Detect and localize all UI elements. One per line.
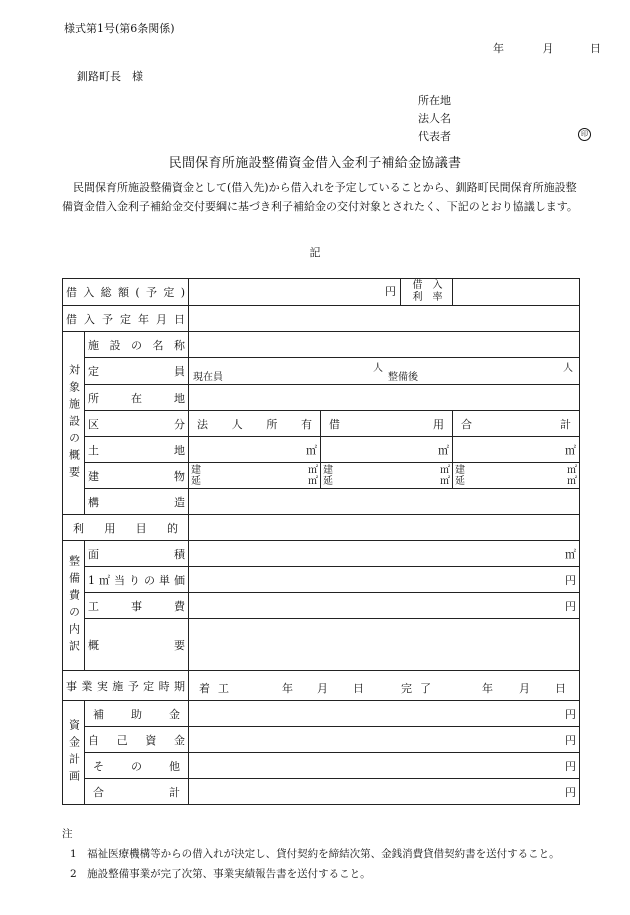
row-location — [63, 385, 580, 411]
label-ken: 建 — [191, 464, 201, 476]
start-month: 月 — [317, 681, 328, 695]
label-ken: 建 — [323, 464, 333, 476]
complete-day: 日 — [555, 681, 566, 695]
cell-location[interactable] — [189, 385, 580, 411]
cell-summary[interactable] — [189, 619, 580, 671]
row-other — [63, 753, 580, 779]
label-purpose: 利用目的 — [63, 515, 189, 541]
cell-building-borrowed[interactable] — [321, 463, 453, 489]
label-loan-rate-1: 借 入 — [412, 280, 443, 291]
body-text: 民間保育所施設整備資金として(借入先)から借入れを予定していることから、釧路町民間保育所施設整備資金借入金利子補給金交付要綱に基づき利子補給金の交付対象とされたく、下記のとおり協議します。 — [62, 181, 578, 213]
date-month: 月 — [542, 42, 554, 55]
label-loan-date: 借入予定年月日 — [63, 306, 189, 332]
cell-building-total[interactable] — [453, 463, 580, 489]
unit-yen: 円 — [565, 599, 576, 613]
unit-sqm: ㎡ — [308, 475, 318, 487]
label-location: 所在地 — [85, 385, 189, 411]
ki-heading: 記 — [309, 246, 321, 259]
label-nobe: 延 — [323, 475, 333, 487]
row-subsidy — [63, 701, 580, 727]
unit-person-current: 人 — [373, 363, 383, 374]
note-2: 2 施設整備事業が完了次第、事業実績報告書を送付すること。 — [70, 868, 371, 880]
row-summary — [63, 619, 580, 671]
unit-yen: 円 — [565, 759, 576, 773]
notes-label: 注 — [62, 828, 73, 840]
label-unit-price: 1㎡当りの単価 — [85, 567, 189, 593]
cell-capacity[interactable] — [189, 358, 580, 385]
unit-yen: 円 — [565, 707, 576, 721]
cell-other[interactable] — [189, 753, 580, 779]
unit-sqm: ㎡ — [567, 475, 577, 487]
cell-facility-name[interactable] — [189, 332, 580, 358]
row-unit-price — [63, 567, 580, 593]
label-current-staff: 現在員 — [193, 372, 223, 383]
row-capacity — [63, 358, 580, 385]
unit-sqm: ㎡ — [438, 443, 449, 457]
address-label: 所在地 — [418, 94, 451, 107]
label-category: 区分 — [85, 411, 189, 437]
date-year: 年 — [493, 42, 504, 55]
row-building — [63, 463, 580, 489]
unit-person-after: 人 — [563, 363, 573, 374]
label-complete: 完了 — [401, 681, 439, 695]
start-year: 年 — [282, 681, 293, 695]
row-category — [63, 411, 580, 437]
complete-year: 年 — [482, 681, 493, 695]
note-1: 1 福祉医療機構等からの借入れが決定し、貸付契約を締結次第、金銭消費貸借契約書を送付すること。 — [70, 848, 560, 860]
cell-land-total[interactable] — [453, 437, 580, 463]
label-structure: 構造 — [85, 489, 189, 515]
cell-land-owned[interactable] — [189, 437, 321, 463]
representative-label: 代表者 — [418, 130, 451, 143]
unit-sqm: ㎡ — [308, 464, 318, 476]
cell-sum[interactable] — [189, 779, 580, 805]
label-nobe: 延 — [455, 475, 465, 487]
unit-yen: 円 — [385, 285, 396, 298]
label-after-improvement: 整備後 — [388, 372, 418, 383]
label-schedule: 事業実施予定時期 — [63, 671, 189, 701]
cell-own-funds[interactable] — [189, 727, 580, 753]
date-day: 日 — [590, 42, 601, 55]
label-ken: 建 — [455, 464, 465, 476]
label-summary: 概要 — [85, 619, 189, 671]
group-cost-breakdown: 整備費の内訳 — [63, 541, 85, 671]
label-construction-cost: 工事費 — [85, 593, 189, 619]
row-own-funds — [63, 727, 580, 753]
label-building: 建物 — [85, 463, 189, 489]
label-start: 着工 — [199, 681, 237, 695]
row-purpose — [63, 515, 580, 541]
label-loan-rate-2: 利 率 — [412, 292, 443, 303]
form-number: 様式第1号(第6条関係) — [64, 22, 175, 35]
label-facility-name: 施設の名称 — [85, 332, 189, 358]
unit-yen: 円 — [565, 733, 576, 747]
start-day: 日 — [353, 681, 364, 695]
addressee: 釧路町長 様 — [77, 70, 143, 83]
cell-loan-rate-value[interactable] — [453, 279, 580, 306]
row-structure — [63, 489, 580, 515]
row-construction-cost — [63, 593, 580, 619]
unit-sqm: ㎡ — [440, 475, 450, 487]
application-table — [62, 278, 580, 805]
cell-area[interactable] — [189, 541, 580, 567]
unit-sqm: ㎡ — [440, 464, 450, 476]
label-loan-total: 借入総額(予定) — [63, 279, 189, 306]
label-nobe: 延 — [191, 475, 201, 487]
complete-month: 月 — [519, 681, 530, 695]
label-land: 土地 — [85, 437, 189, 463]
document-title: 民間保育所施設整備資金借入金利子補給金協議書 — [168, 156, 462, 171]
cell-unit-price[interactable] — [189, 567, 580, 593]
label-sum: 合計 — [85, 779, 189, 805]
row-area — [63, 541, 580, 567]
label-area: 面積 — [85, 541, 189, 567]
unit-yen: 円 — [565, 573, 576, 587]
group-fund-plan: 資金計画 — [63, 701, 85, 805]
date-line — [493, 40, 601, 56]
cell-land-borrowed[interactable] — [321, 437, 453, 463]
label-own-funds: 自己資金 — [85, 727, 189, 753]
cell-structure[interactable] — [189, 489, 580, 515]
cell-loan-date[interactable] — [189, 306, 580, 332]
header-total: 合計 — [453, 411, 580, 437]
header-corp-owned: 法人所有 — [189, 411, 321, 437]
header-borrowed: 借用 — [321, 411, 453, 437]
row-facility-name — [63, 332, 580, 358]
unit-yen: 円 — [565, 785, 576, 799]
seal-mark: 印 — [578, 128, 591, 141]
row-loan-total — [63, 279, 580, 306]
corp-name-label: 法人名 — [418, 112, 451, 125]
cell-building-owned[interactable] — [189, 463, 321, 489]
unit-sqm: ㎡ — [567, 464, 577, 476]
group-facility-overview: 対象施設の概要 — [63, 332, 85, 515]
cell-subsidy[interactable] — [189, 701, 580, 727]
cell-purpose[interactable] — [189, 515, 580, 541]
label-capacity: 定員 — [85, 358, 189, 385]
row-schedule — [63, 671, 580, 701]
cell-loan-amount — [189, 279, 453, 306]
unit-sqm: ㎡ — [306, 443, 317, 457]
row-loan-date — [63, 306, 580, 332]
unit-sqm: ㎡ — [565, 443, 576, 457]
label-other: その他 — [85, 753, 189, 779]
cell-schedule[interactable] — [189, 671, 580, 701]
unit-sqm: ㎡ — [565, 547, 576, 561]
row-sum — [63, 779, 580, 805]
label-subsidy: 補助金 — [85, 701, 189, 727]
row-land — [63, 437, 580, 463]
cell-construction-cost[interactable] — [189, 593, 580, 619]
